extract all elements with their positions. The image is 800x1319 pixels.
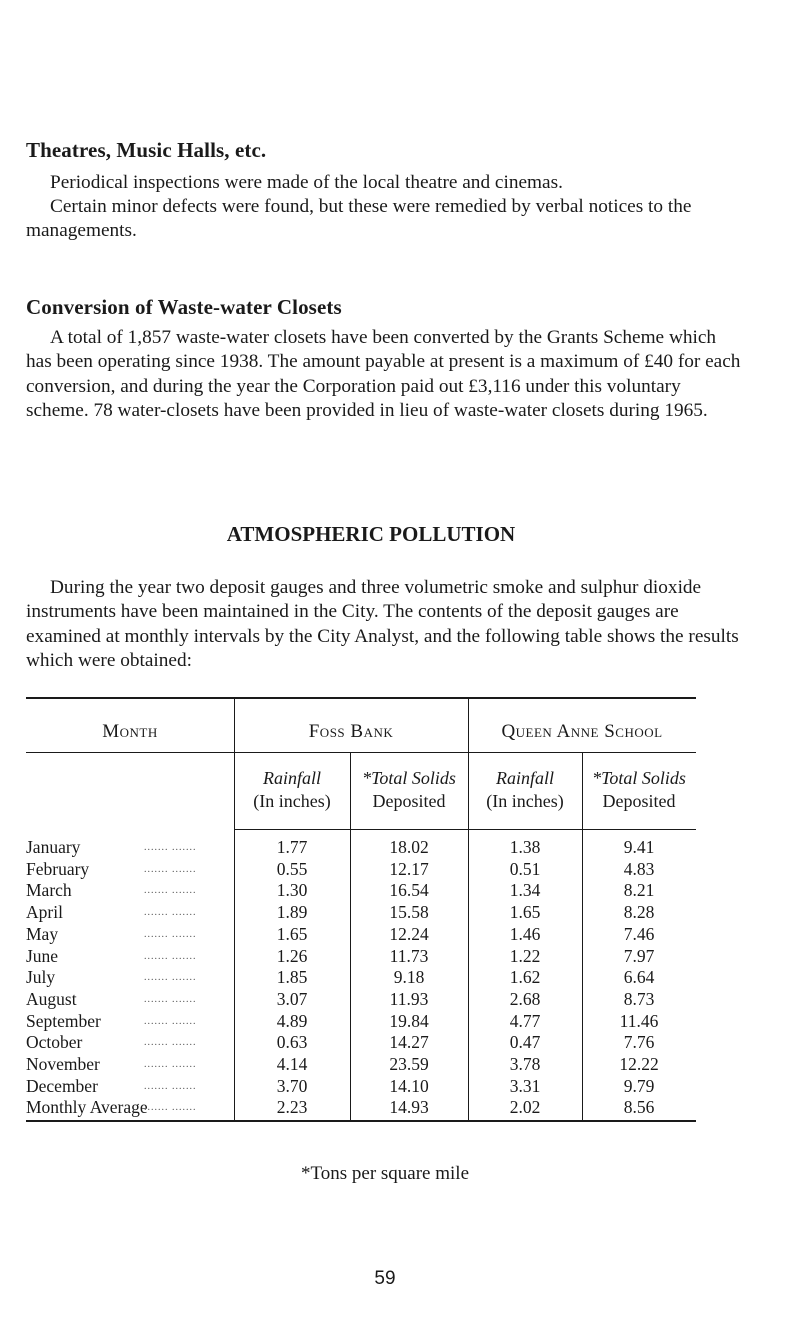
- pollution-para: During the year two deposit gauges and three volumetric smoke and sulphur dioxide instruments have been maintained in the City. The contents of the deposit gauges are examined at monthly intervals by the City Analyst, and the following table shows the results which were obtained:: [26, 577, 739, 672]
- row-leader-dots: ....... .......: [144, 1015, 197, 1027]
- table-bottom-rule: [26, 1120, 696, 1122]
- row-leader-dots: ....... .......: [144, 1037, 197, 1049]
- pollution-table: [26, 697, 696, 1122]
- cell-fb-solids: 11.73: [389, 945, 429, 966]
- subheader-qa-rainfall: Rainfall (In inches): [486, 768, 564, 811]
- cell-qa-solids: 11.46: [619, 1010, 659, 1031]
- row-month-label: December: [26, 1075, 98, 1096]
- cell-qa-solids: 8.56: [623, 1097, 655, 1118]
- cell-qa-solids: 8.28: [623, 902, 655, 923]
- cell-qa-rain: 1.46: [509, 923, 541, 944]
- cell-fb-rain: 1.65: [276, 923, 308, 944]
- table-subheader-rule: [234, 829, 696, 830]
- cell-fb-solids: 23.59: [389, 1054, 429, 1074]
- footnote: *Tons per square mile: [300, 1163, 470, 1184]
- row-month-label: Monthly Average: [26, 1097, 148, 1118]
- cell-fb-rain: 0.63: [276, 1032, 308, 1053]
- cell-qa-solids: 12.22: [619, 1054, 659, 1074]
- row-leader-dots: ....... .......: [144, 885, 197, 897]
- cell-qa-rain: 3.78: [509, 1054, 541, 1074]
- cell-qa-rain: 0.51: [509, 858, 541, 879]
- cell-qa-solids: 7.97: [623, 945, 655, 966]
- cell-fb-solids: 14.93: [389, 1097, 429, 1118]
- cell-qa-solids: 4.83: [623, 858, 655, 879]
- cell-qa-solids: 9.41: [623, 837, 655, 857]
- subheader-qa-solids: *Total Solids Deposited: [592, 768, 686, 811]
- section-heading-theatres: Theatres, Music Halls, etc.: [26, 138, 267, 162]
- row-month-label: October: [26, 1032, 83, 1053]
- cell-fb-solids: 11.93: [389, 988, 429, 1009]
- row-leader-dots: ....... .......: [144, 1080, 197, 1092]
- row-leader-dots: ....... .......: [144, 972, 197, 984]
- cell-fb-solids: 12.24: [389, 923, 429, 944]
- cell-qa-rain: 2.68: [509, 988, 541, 1009]
- cell-fb-solids: 14.27: [389, 1032, 429, 1053]
- row-leader-dots: ....... .......: [144, 842, 197, 853]
- cell-qa-rain: 4.77: [509, 1010, 541, 1031]
- cell-qa-solids: 6.64: [623, 967, 655, 988]
- cell-qa-rain: 1.65: [509, 902, 541, 923]
- row-month-label: August: [26, 988, 77, 1009]
- header-queen-anne: Queen Anne School: [501, 721, 663, 742]
- cell-fb-solids: 18.02: [389, 837, 429, 857]
- row-leader-dots: ....... .......: [144, 928, 197, 940]
- cell-fb-solids: 12.17: [389, 858, 429, 879]
- cell-fb-rain: 3.07: [276, 988, 308, 1009]
- cell-fb-solids: 15.58: [389, 902, 429, 923]
- cell-fb-rain: 2.23: [276, 1097, 308, 1118]
- row-leader-dots: ....... .......: [144, 1059, 197, 1070]
- waste-water-para: A total of 1,857 waste-water closets have been converted by the Grants Scheme which has been operating since 1938. The amount payable at present is a maximum of £40 for each conversion, and during the year the Corporation paid out £3,116 under this voluntary scheme. 78 water-closets have been provided in lieu of waste-water closets during 1965.: [26, 327, 741, 422]
- row-leader-dots: ....... .......: [144, 863, 197, 875]
- page-number: 59: [374, 1268, 396, 1289]
- row-month-label: July: [26, 967, 56, 988]
- cell-qa-rain: 1.22: [509, 945, 541, 966]
- cell-fb-solids: 9.18: [393, 967, 425, 988]
- row-month-label: January: [26, 837, 81, 857]
- row-leader-dots: ....... .......: [144, 950, 197, 962]
- row-month-label: June: [26, 945, 59, 966]
- header-month: Month: [102, 721, 158, 742]
- cell-fb-rain: 1.89: [276, 902, 308, 923]
- cell-fb-rain: 3.70: [276, 1075, 308, 1096]
- cell-fb-rain: 1.26: [276, 945, 308, 966]
- cell-qa-solids: 7.46: [623, 923, 655, 944]
- cell-fb-rain: 1.30: [276, 880, 308, 901]
- theatres-para-2: Certain minor defects were found, but these were remedied by verbal notices to the managements.: [26, 196, 692, 242]
- cell-qa-rain: 1.34: [509, 880, 541, 901]
- cell-fb-solids: 19.84: [389, 1010, 429, 1031]
- cell-qa-rain: 3.31: [509, 1075, 541, 1096]
- row-leader-dots: ....... .......: [144, 993, 197, 1005]
- row-month-label: November: [26, 1054, 100, 1074]
- cell-qa-rain: 2.02: [509, 1097, 541, 1118]
- header-foss-bank: Foss Bank: [308, 721, 394, 742]
- cell-fb-rain: 4.89: [276, 1010, 308, 1031]
- row-month-label: May: [26, 923, 59, 944]
- cell-qa-rain: 1.38: [509, 837, 541, 857]
- row-leader-dots: ....... .......: [144, 1102, 197, 1114]
- cell-qa-solids: 9.79: [623, 1075, 655, 1096]
- cell-qa-rain: 1.62: [509, 967, 541, 988]
- cell-qa-solids: 8.73: [623, 988, 655, 1009]
- row-month-label: September: [26, 1010, 101, 1031]
- section-heading-waste-water: Conversion of Waste-water Closets: [26, 295, 342, 319]
- subheader-fb-rainfall: Rainfall (In inches): [253, 768, 331, 811]
- table-header-rule: [26, 752, 696, 753]
- subheader-fb-solids: *Total Solids Deposited: [362, 768, 456, 811]
- cell-fb-solids: 14.10: [389, 1075, 429, 1096]
- pollution-title: ATMOSPHERIC POLLUTION: [226, 522, 516, 546]
- cell-fb-solids: 16.54: [389, 880, 429, 901]
- cell-qa-rain: 0.47: [509, 1032, 541, 1053]
- row-month-label: April: [26, 902, 63, 923]
- cell-fb-rain: 4.14: [276, 1054, 308, 1074]
- row-leader-dots: ....... .......: [144, 907, 197, 919]
- cell-qa-solids: 8.21: [623, 880, 655, 901]
- cell-fb-rain: 0.55: [276, 858, 308, 879]
- cell-fb-rain: 1.85: [276, 967, 308, 988]
- theatres-para-1: Periodical inspections were made of the local theatre and cinemas.: [50, 172, 563, 193]
- cell-fb-rain: 1.77: [276, 837, 308, 857]
- row-month-label: March: [26, 880, 72, 901]
- row-month-label: February: [26, 858, 90, 879]
- cell-qa-solids: 7.76: [623, 1032, 655, 1053]
- table-top-rule: [26, 697, 696, 699]
